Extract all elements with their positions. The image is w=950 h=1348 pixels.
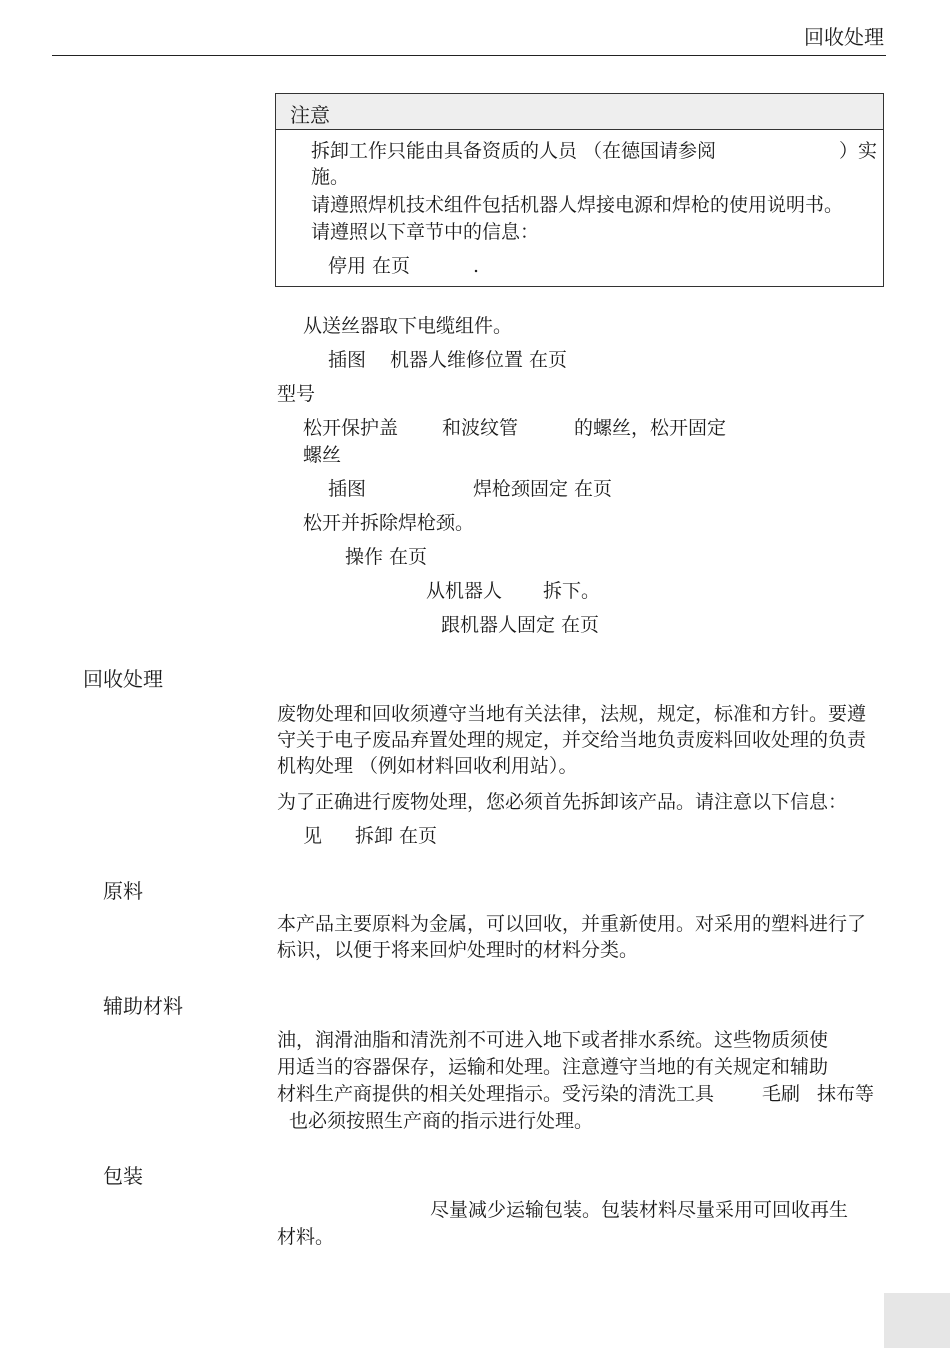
header-divider <box>52 55 886 56</box>
step-2-text-part1: 松开保护盖 <box>303 417 399 439</box>
packaging-line-2: 材料。 <box>277 1226 335 1248</box>
notice-title: 注意 <box>276 94 883 130</box>
notice-line-1b: ）实 <box>839 140 878 162</box>
model-label: 型号 <box>277 383 316 405</box>
notice-line-2: 请遵照焊机技术组件包括机器人焊接电源和焊枪的使用说明书。 <box>311 194 844 216</box>
step-1-text: 从送丝器取下电缆组件。 <box>303 315 513 337</box>
step-2-text-line2: 螺丝 <box>303 444 342 466</box>
running-header-title: 回收处理 <box>804 25 884 49</box>
step-1-figure-link[interactable]: 机器人维修位置 在页 <box>390 349 568 371</box>
step-1-figure-label: 插图 <box>328 349 367 371</box>
step-2-text-part2: 和波纹管 <box>442 417 519 439</box>
step-2-figure-link[interactable]: 焊枪颈固定 在页 <box>473 478 613 500</box>
auxiliary-line-3c: 抹布等 <box>817 1083 875 1105</box>
recycling-paragraph-2: 为了正确进行废物处理，您必须首先拆卸该产品。请注意以下信息： <box>277 791 848 813</box>
notice-line-1c: 施。 <box>311 166 350 188</box>
recycling-paragraph-1: 废物处理和回收须遵守当地有关法律，法规，规定，标准和方针。要遵守关于电子废品弃置处理的规定，并交给当地负责废料回收处理的负责机构处理 （例如材料回收利用站）。 <box>277 703 867 777</box>
auxiliary-line-3b: 毛刷 <box>762 1083 801 1105</box>
remove-text-part2: 拆下。 <box>543 580 601 602</box>
page-number-tab <box>884 1293 950 1348</box>
step-3-text: 松开并拆除焊枪颈。 <box>303 512 475 534</box>
packaging-heading: 包装 <box>103 1164 143 1188</box>
auxiliary-line-3a: 材料生产商提供的相关处理指示。受污染的清洗工具 <box>277 1083 715 1105</box>
raw-materials-heading: 原料 <box>103 879 143 903</box>
auxiliary-materials-heading: 辅助材料 <box>103 994 183 1018</box>
recycling-heading: 回收处理 <box>83 667 163 691</box>
see-label: 见 <box>303 825 323 847</box>
packaging-line-1: 尽量减少运输包装。包装材料尽量采用可回收再生 <box>430 1199 849 1221</box>
remove-text-part1: 从机器人 <box>426 580 503 602</box>
step-2-text-part3: 的螺丝，松开固定 <box>574 417 727 439</box>
notice-line-1a: 拆卸工作只能由具备资质的人员 （在德国请参阅 <box>311 140 717 162</box>
disassembly-reference-link[interactable]: 拆卸 在页 <box>355 825 438 847</box>
raw-materials-paragraph: 本产品主要原料为金属，可以回收，并重新使用。对采用的塑料进行了标识，以便于将来回炉处理时的材料分类。 <box>277 913 867 961</box>
auxiliary-line-4: 也必须按照生产商的指示进行处理。 <box>289 1110 594 1132</box>
operation-reference-link[interactable]: 操作 在页 <box>345 546 428 568</box>
notice-line-3: 请遵照以下章节中的信息： <box>311 221 540 243</box>
notice-reference-link[interactable]: 停用 在页 <box>328 255 411 277</box>
notice-reference-dot: . <box>473 255 480 277</box>
auxiliary-line-2: 用适当的容器保存，运输和处理。注意遵守当地的有关规定和辅助 <box>277 1056 829 1078</box>
auxiliary-line-1: 油，润滑油脂和清洗剂不可进入地下或者排水系统。这些物质须使 <box>277 1029 829 1051</box>
step-2-figure-label: 插图 <box>328 478 367 500</box>
robot-fixing-reference-link[interactable]: 跟机器人固定 在页 <box>441 614 600 636</box>
notice-box <box>275 93 884 287</box>
